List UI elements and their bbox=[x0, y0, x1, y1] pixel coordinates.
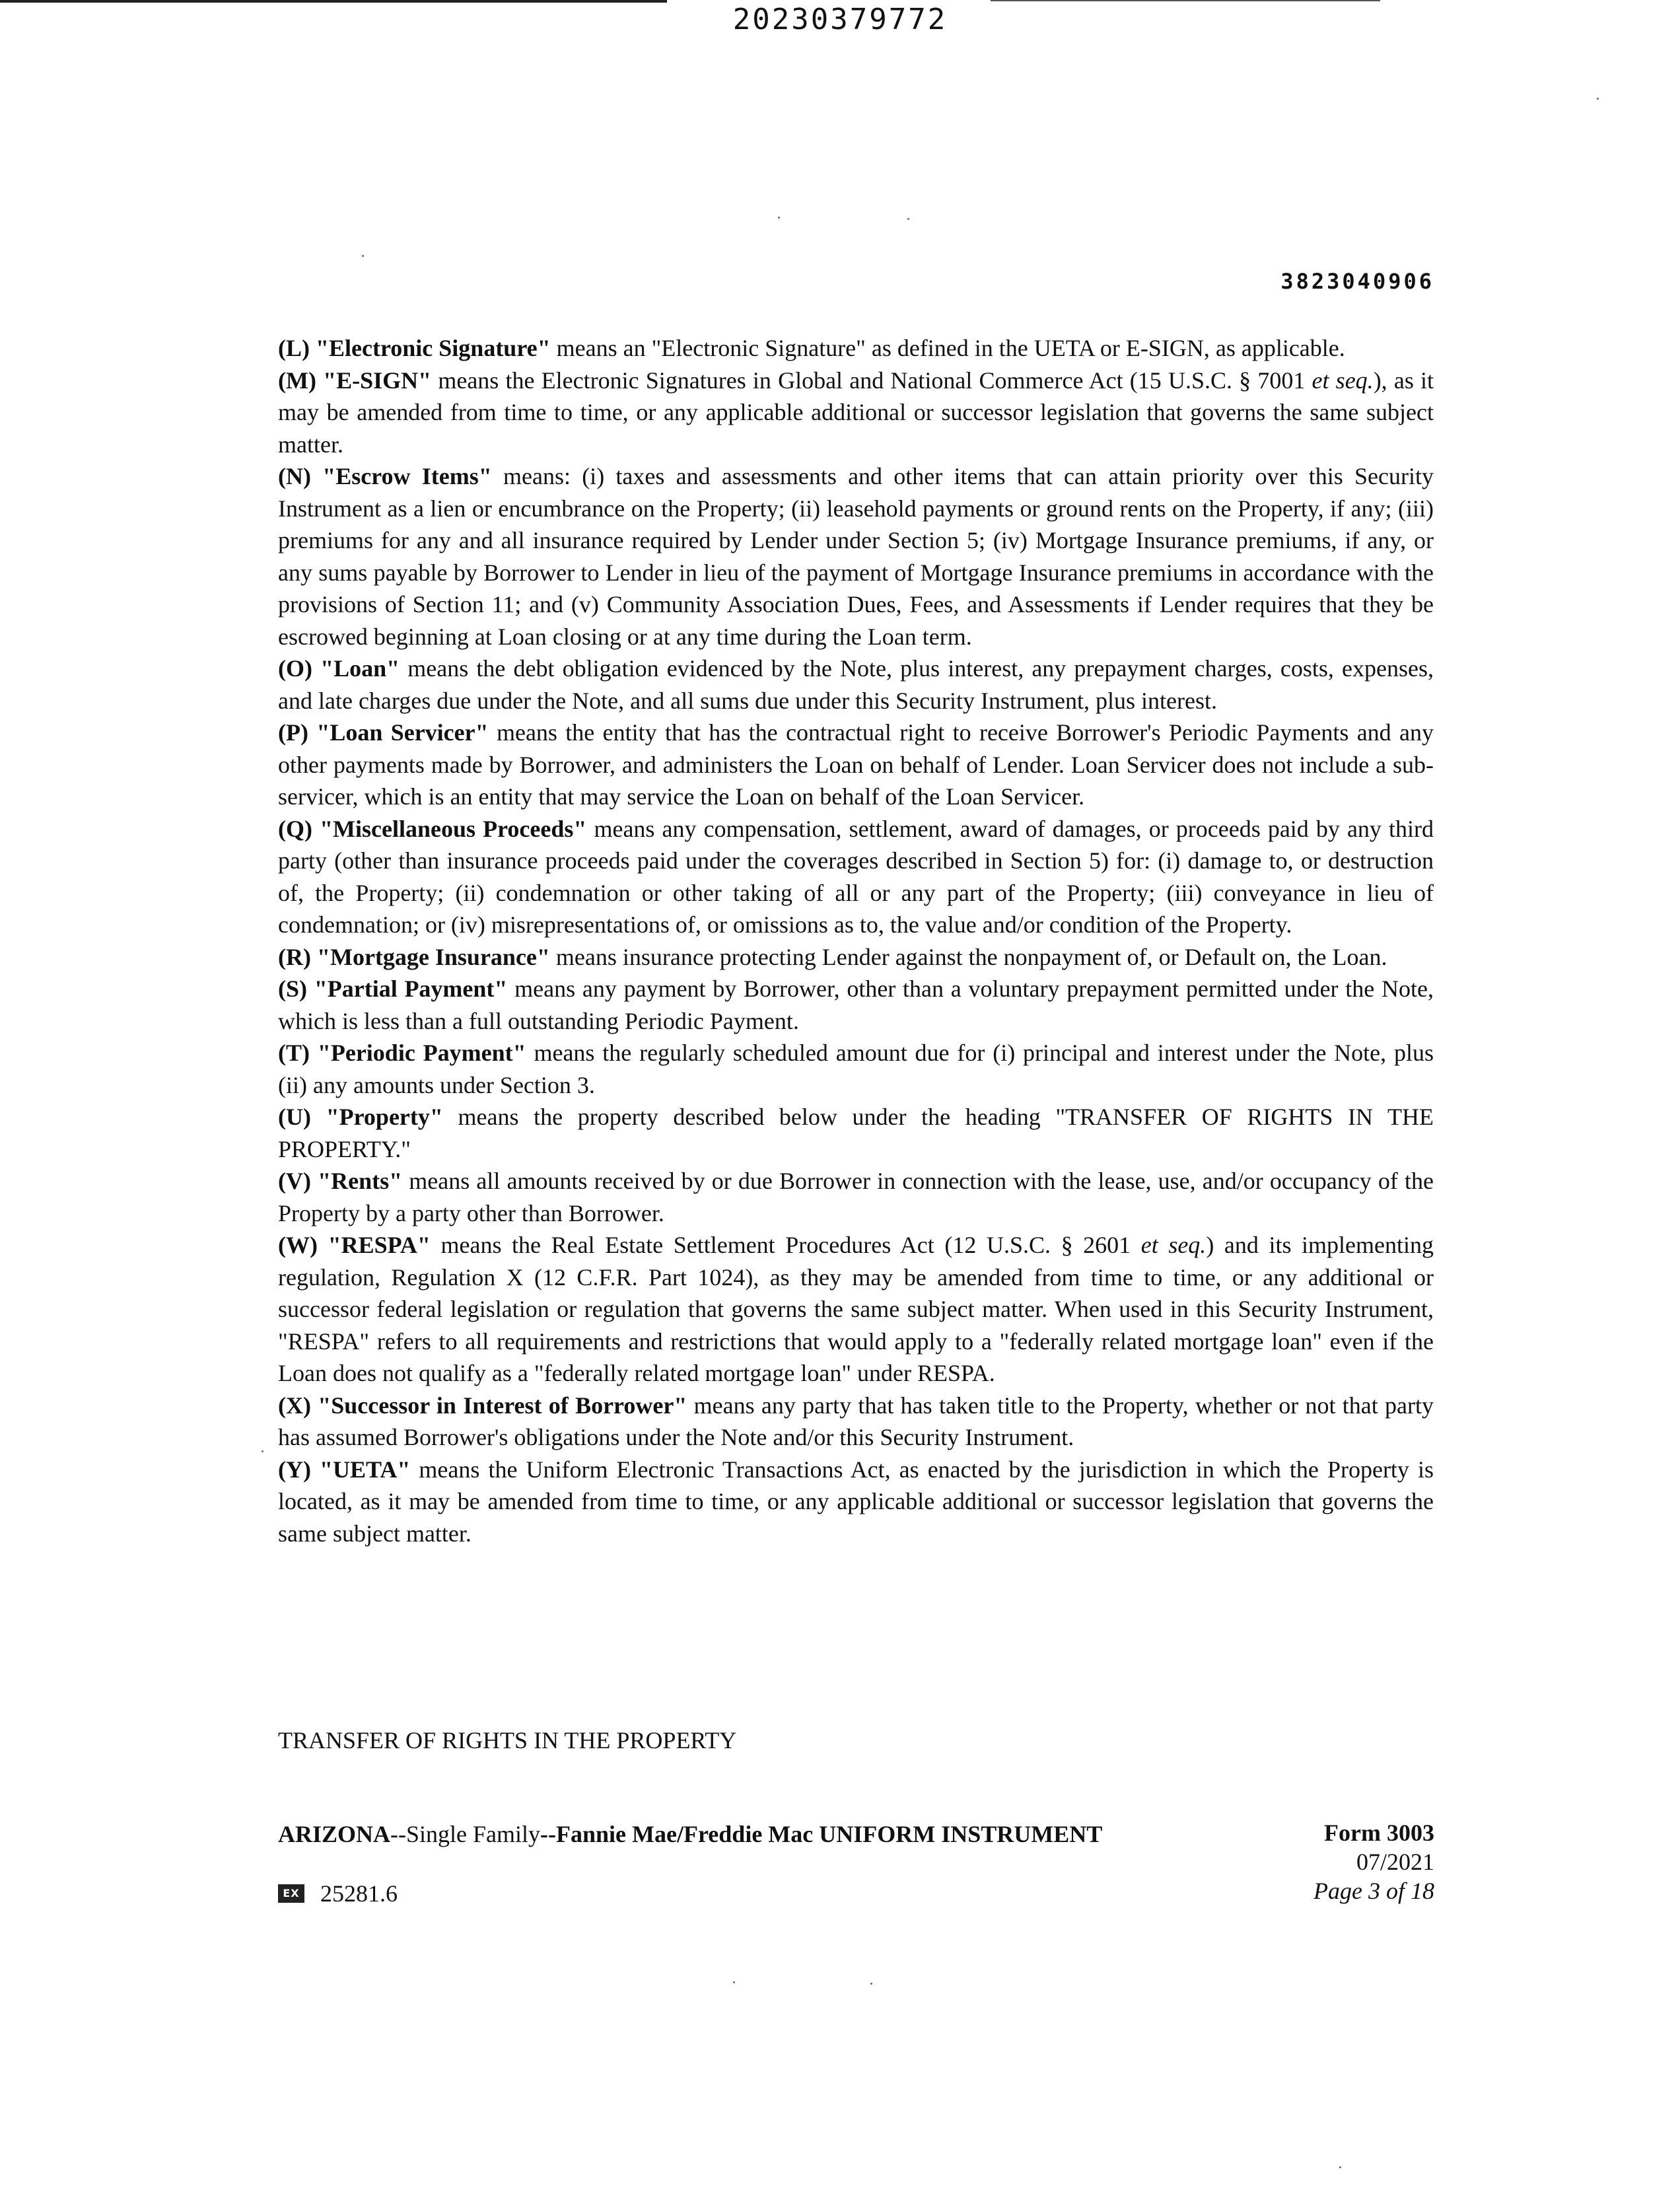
form-date: 07/2021 bbox=[1356, 1849, 1434, 1875]
definition-text: means any compensation, settlement, award of damages, or proceeds paid by any third party (other than insurance proceeds paid under the coverages described in Section 5) for: (i) damage to, or destruction of, the Property; (ii) condemnation or other taking of all or any part of the Property; (iii) conveyance in lieu of condemnation; or (iv) misrepresentations of, or omissions as to, the value and/or condition of the Property. bbox=[278, 815, 1434, 938]
footer-family: Single Family bbox=[406, 1821, 541, 1847]
definition-text: means any payment by Borrower, other than a voluntary prepayment permitted under the Note, which is less than a full outstanding Periodic Payment. bbox=[278, 975, 1434, 1034]
scan-speck bbox=[870, 1983, 872, 1985]
definition-italic: et seq. bbox=[1312, 367, 1374, 394]
form-code-line bbox=[278, 1878, 398, 1909]
definition-term: "Successor in Interest of Borrower" bbox=[318, 1392, 687, 1419]
definition-letter: (O) bbox=[278, 655, 312, 682]
form-code: 25281.6 bbox=[320, 1880, 398, 1907]
definition-text: means any party that has taken title to the Property, whether or not that party has assumed Borrower's obligations under the Note and/or this Security Instrument. bbox=[278, 1392, 1434, 1450]
definition-item bbox=[278, 460, 1434, 653]
definition-text: means the regularly scheduled amount due for (i) principal and interest under the Note, plus (ii) any amounts under Section 3. bbox=[278, 1040, 1434, 1098]
definition-term: "Escrow Items" bbox=[322, 463, 492, 489]
scan-speck bbox=[362, 255, 364, 257]
definition-letter: (R) bbox=[278, 943, 311, 970]
definition-item bbox=[278, 1454, 1434, 1550]
definition-text: means insurance protecting Lender against the nonpayment of, or Default on, the Loan. bbox=[549, 943, 1387, 970]
definition-term: "Miscellaneous Proceeds" bbox=[320, 815, 587, 842]
definition-item bbox=[278, 332, 1434, 365]
scan-speck bbox=[262, 1450, 263, 1452]
definition-text-continued: ) and its implementing regulation, Regulation X (12 C.F.R. Part 1024), as they may be amended from time to time, or any additional or successor federal legislation or regulation that governs the same subject matter. When used in this Security Instrument, "RESPA" refers to all requirements and restrictions that would apply to a "federally related mortgage loan" even if the Loan does not qualify as a "federally related mortgage loan" under RESPA. bbox=[278, 1232, 1434, 1386]
loan-number: 3823040906 bbox=[1280, 269, 1434, 294]
form-number: Form 3003 bbox=[1324, 1820, 1434, 1846]
definition-letter: (V) bbox=[278, 1168, 311, 1194]
scan-speck bbox=[1597, 98, 1599, 100]
definition-letter: (X) bbox=[278, 1392, 311, 1419]
definition-letter: (S) bbox=[278, 975, 307, 1002]
definition-item bbox=[278, 1165, 1434, 1229]
scan-speck bbox=[907, 218, 909, 220]
definition-term: "Loan" bbox=[320, 655, 400, 682]
definition-term: "UETA" bbox=[320, 1456, 411, 1483]
definition-text: means the entity that has the contractual right to receive Borrower's Periodic Payments and any other payments made by Borrower, and administers the Loan on behalf of Lender. Loan Servicer does not include a sub-servicer, which is an entity that may service the Loan on behalf of the Loan Servicer. bbox=[278, 719, 1434, 810]
definition-text: means the property described below under the heading "TRANSFER OF RIGHTS IN THE PROPERTY." bbox=[278, 1104, 1434, 1162]
definition-text: means the debt obligation evidenced by the Note, plus interest, any prepayment charges, costs, expenses, and late charges due under the Note, and all sums due under this Security Instrument, plus interest. bbox=[278, 655, 1434, 714]
definitions-list bbox=[278, 332, 1434, 1549]
definition-letter: (M) bbox=[278, 367, 316, 394]
definition-item bbox=[278, 365, 1434, 461]
page-indicator: Page 3 of 18 bbox=[1313, 1878, 1434, 1904]
definition-item bbox=[278, 1229, 1434, 1390]
footer-state: ARIZONA bbox=[278, 1821, 391, 1847]
definition-letter: (Q) bbox=[278, 815, 312, 842]
footer-separator-2: -- bbox=[540, 1821, 556, 1847]
definition-item bbox=[278, 813, 1434, 941]
definition-item bbox=[278, 1101, 1434, 1165]
footer-instrument-line bbox=[278, 1818, 1102, 1850]
definition-letter: (Y) bbox=[278, 1456, 311, 1483]
definition-term: "Partial Payment" bbox=[314, 975, 508, 1002]
definition-letter: (L) bbox=[278, 335, 310, 361]
definition-letter: (W) bbox=[278, 1232, 318, 1258]
definition-term: "Loan Servicer" bbox=[316, 719, 489, 746]
definition-term: "Electronic Signature" bbox=[316, 335, 551, 361]
definition-item bbox=[278, 1390, 1434, 1454]
section-heading: TRANSFER OF RIGHTS IN THE PROPERTY bbox=[278, 1727, 737, 1754]
footer-separator-1: -- bbox=[390, 1821, 406, 1847]
definition-term: "Property" bbox=[326, 1104, 443, 1130]
definition-term: "Periodic Payment" bbox=[317, 1040, 526, 1066]
definition-text: means the Electronic Signatures in Global and National Commerce Act (15 U.S.C. § 7001 bbox=[431, 367, 1312, 394]
definition-text: means an "Electronic Signature" as defined in the UETA or E-SIGN, as applicable. bbox=[550, 335, 1345, 361]
definition-letter: (N) bbox=[278, 463, 311, 489]
definition-term: "Rents" bbox=[318, 1168, 403, 1194]
definition-text: means the Uniform Electronic Transactions Act, as enacted by the jurisdiction in which the Property is located, as it may be amended from time to time, or any applicable additional or successor legislation that governs the same subject matter. bbox=[278, 1456, 1434, 1547]
scan-speck bbox=[778, 217, 780, 219]
definition-item bbox=[278, 653, 1434, 717]
ex-logo-icon: EX bbox=[278, 1884, 304, 1903]
recording-number: 20230379772 bbox=[732, 3, 948, 36]
definition-text: means: (i) taxes and assessments and other items that can attain priority over this Security Instrument as a lien or encumbrance on the Property; (ii) leasehold payments or ground rents on the Property, if any; (iii) premiums for any and all insurance required by Lender under Section 5; (iv) Mortgage Insurance premiums, if any, or any sums payable by Borrower to Lender in lieu of the payment of Mortgage Insurance premiums in accordance with the provisions of Section 11; and (v) Community Association Dues, Fees, and Assessments if Lender requires that they be escrowed beginning at Loan closing or at any time during the Loan term. bbox=[278, 463, 1434, 650]
definition-text: means all amounts received by or due Borrower in connection with the lease, use, and/or occupancy of the Property by a party other than Borrower. bbox=[278, 1168, 1434, 1226]
definition-item bbox=[278, 1037, 1434, 1101]
definition-term: "RESPA" bbox=[328, 1232, 431, 1258]
definition-letter: (T) bbox=[278, 1040, 310, 1066]
definition-item bbox=[278, 973, 1434, 1037]
definition-item bbox=[278, 941, 1434, 974]
definition-letter: (U) bbox=[278, 1104, 311, 1130]
definition-term: "E-SIGN" bbox=[323, 367, 432, 394]
definition-italic: et seq. bbox=[1140, 1232, 1207, 1258]
definition-term: "Mortgage Insurance" bbox=[316, 943, 550, 970]
definition-item bbox=[278, 717, 1434, 813]
definition-text-continued: ), as it may be amended from time to time, or any applicable additional or successor legislation that governs the same subject matter. bbox=[278, 367, 1434, 458]
scan-speck bbox=[1339, 2166, 1341, 2168]
definition-text: means the Real Estate Settlement Procedures Act (12 U.S.C. § 2601 bbox=[430, 1232, 1141, 1258]
footer-instrument: Fannie Mae/Freddie Mac UNIFORM INSTRUMENT bbox=[556, 1821, 1103, 1847]
form-info bbox=[1313, 1818, 1434, 1905]
scan-speck bbox=[733, 1981, 735, 1983]
definition-letter: (P) bbox=[278, 719, 308, 746]
